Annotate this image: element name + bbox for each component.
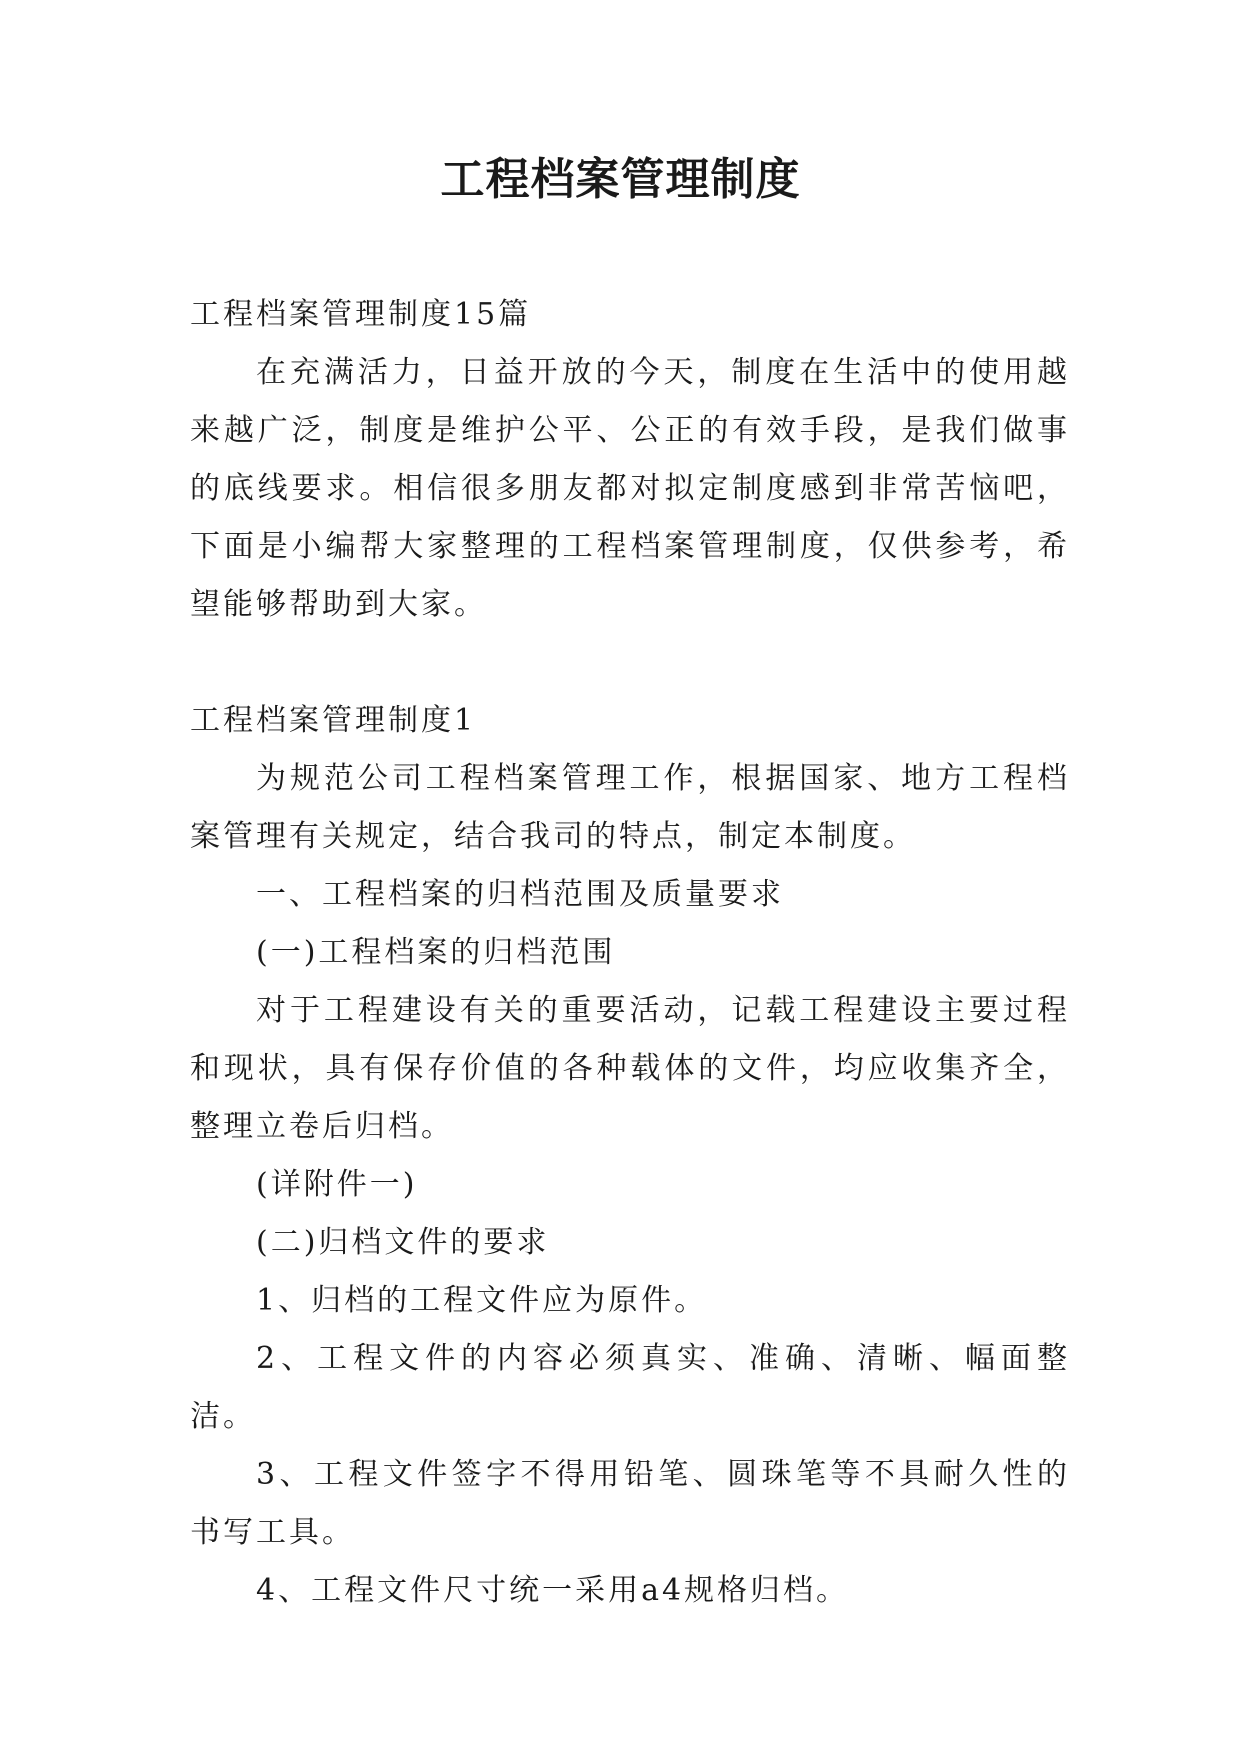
paragraph: 在充满活力，日益开放的今天，制度在生活中的使用越来越广泛，制度是维护公平、公正的有效手段，是我们做事的底线要求。相信很多朋友都对拟定制度感到非常苦恼吧，下面是小编帮大家整理的工程档案管理制度，仅供参考，希望能够帮助到大家。 [190, 355, 1070, 622]
document-body [190, 286, 1070, 1620]
paragraph: 为规范公司工程档案管理工作，根据国家、地方工程档案管理有关规定，结合我司的特点，制定本制度。 [190, 761, 1070, 854]
paragraph: 一、工程档案的归档范围及质量要求 [256, 877, 784, 912]
section-heading: 工程档案管理制度1 [190, 703, 477, 738]
paragraph: 工程档案管理制度15篇 [190, 297, 532, 332]
paragraph: 1、归档的工程文件应为原件。 [256, 1283, 708, 1318]
paragraph: (二)归档文件的要求 [256, 1225, 550, 1260]
document-title: 工程档案管理制度 [440, 154, 801, 205]
paragraph: 3、工程文件签字不得用铅笔、圆珠笔等不具耐久性的书写工具。 [190, 1457, 1070, 1550]
paragraph: (详附件一) [256, 1167, 418, 1202]
paragraph: (一)工程档案的归档范围 [256, 935, 616, 970]
paragraph: 2、工程文件的内容必须真实、准确、清晰、幅面整洁。 [190, 1341, 1070, 1434]
paragraph: 4、工程文件尺寸统一采用a4规格归档。 [256, 1573, 850, 1608]
paragraph: 对于工程建设有关的重要活动，记载工程建设主要过程和现状，具有保存价值的各种载体的文件，均应收集齐全，整理立卷后归档。 [190, 993, 1070, 1144]
